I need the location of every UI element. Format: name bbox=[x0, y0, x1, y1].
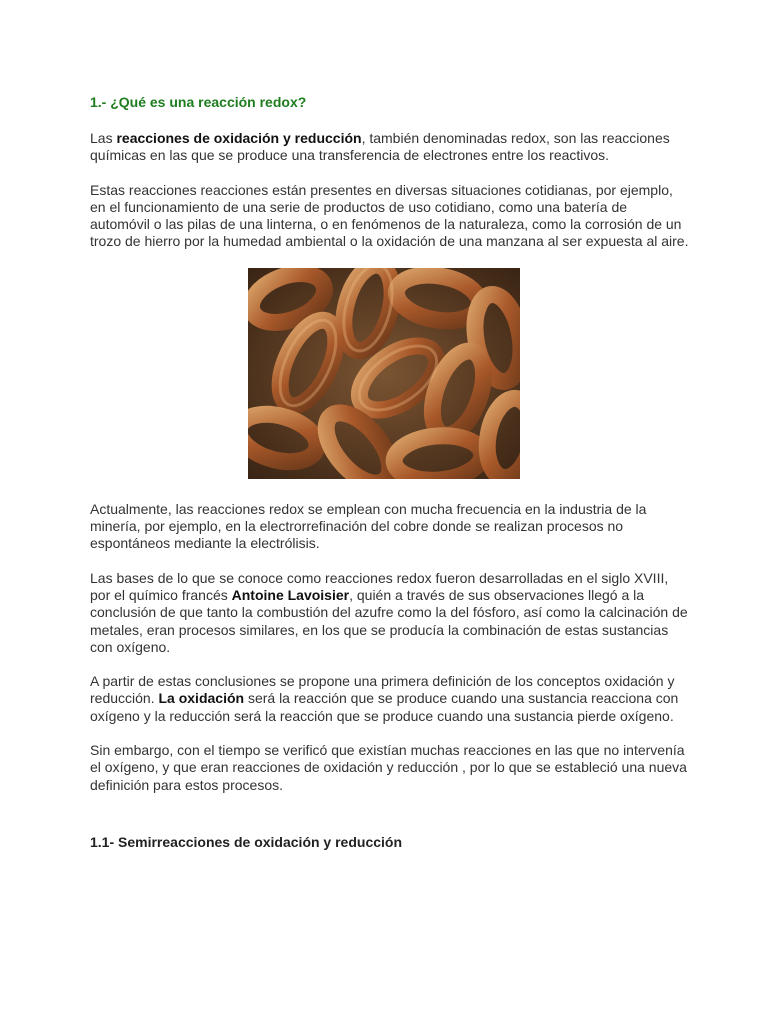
bold-term: La oxidación bbox=[158, 690, 245, 707]
text: , también denominadas redox, son las reacciones químicas en las que se produce una transferencia de electrones entre los reactivos. bbox=[90, 130, 670, 164]
subsection-heading: 1.1- Semirreacciones de oxidación y reducción bbox=[90, 833, 403, 850]
paragraph-first-definition bbox=[90, 673, 690, 725]
paragraph-new-definition: Sin embargo, con el tiempo se verificó que existían muchas reacciones en las que no intervenía el oxígeno, y que eran reacciones de oxidación y reducción , por lo que se estableció una nueva definición para estos procesos. bbox=[90, 742, 687, 793]
document-body bbox=[90, 92, 690, 852]
text: Las bbox=[90, 130, 117, 146]
paragraph-lavoisier bbox=[90, 570, 690, 656]
text: será la reacción que se produce cuando una sustancia reacciona con oxígeno y la reducción será la reacción que se produce cuando una sustancia pierde oxígeno. bbox=[90, 690, 679, 724]
text: Las bases de lo que se conoce como reacciones redox fueron desarrolladas en el siglo XVIII, por el químico francés bbox=[90, 569, 669, 603]
paragraph-everyday: Estas reacciones reacciones están presentes en diversas situaciones cotidianas, por ejemplo, en el funcionamiento de una serie de productos de uso cotidiano, como una batería de automóvil o las pilas de una linterna, o en fenómenos de la naturaleza, como la corrosión de un trozo de hierro por la humedad ambiental o la oxidación de una manzana al ser expuesta al aire. bbox=[90, 181, 689, 250]
bold-term: reacciones de oxidación y reducción bbox=[116, 130, 362, 146]
rusty-chain-illustration bbox=[248, 268, 520, 479]
rusty-chain-image bbox=[248, 268, 520, 479]
text: , quién a través de sus observaciones llegó a la conclusión de que tanto la combustión del azufre como la del fósforo, así como la calcinación de metales, eran procesos similares, en los que se producía la combinación de estas sustancias con oxígeno. bbox=[90, 586, 688, 655]
paragraph-definition bbox=[90, 130, 690, 165]
bold-name: Antoine Lavoisier bbox=[231, 586, 350, 603]
paragraph-mining: Actualmente, las reacciones redox se emplean con mucha frecuencia en la industria de la minería, por ejemplo, en la electrorrefinación del cobre donde se realizan procesos no espontáneos mediante la electrólisis. bbox=[90, 500, 647, 552]
text: A partir de estas conclusiones se propone una primera definición de los conceptos oxidación y reducción. bbox=[90, 673, 675, 707]
section-heading: 1.- ¿Qué es una reacción redox? bbox=[90, 94, 307, 110]
